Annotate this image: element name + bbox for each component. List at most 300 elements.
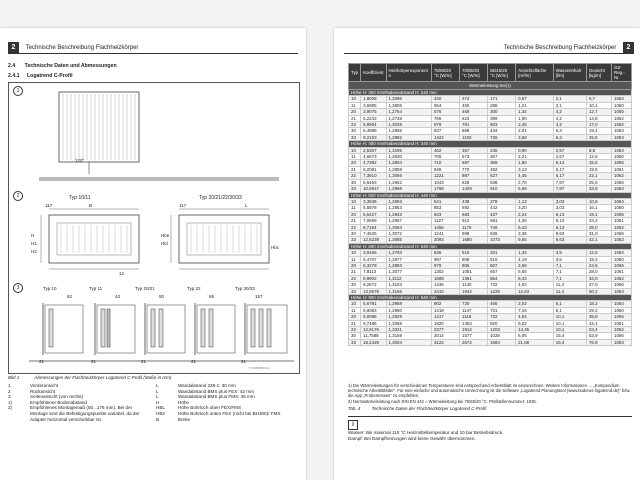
table-cell: 442 bbox=[488, 205, 516, 211]
table-cell: 5,4888 bbox=[361, 128, 386, 134]
table-cell: 1064 bbox=[612, 96, 632, 102]
figure-caption: Bild 1 Abmessungen der Flachheizkörper Logatrend C-Profil (Maße in mm) bbox=[8, 375, 172, 380]
type-label: Typ 10 bbox=[43, 286, 57, 291]
table-cell: 2,01 bbox=[516, 128, 554, 134]
table-cell: 6,43 bbox=[516, 224, 554, 230]
table-cell: 369 bbox=[488, 160, 516, 166]
table-cell: 492 bbox=[488, 166, 516, 172]
table-cell: 864 bbox=[488, 275, 516, 281]
table-cell: 1140 bbox=[460, 282, 488, 288]
table-row bbox=[349, 179, 632, 185]
type-label: Typ 20/21 bbox=[135, 286, 155, 291]
table-cell: 5,55 bbox=[516, 269, 554, 275]
table-cell: 1153 bbox=[460, 134, 488, 140]
table-cell: 35,9 bbox=[586, 314, 611, 320]
table-cell: 7,8113 bbox=[361, 269, 386, 275]
table-cell: 627 bbox=[488, 173, 516, 179]
table-cell: 18,2428 bbox=[361, 339, 386, 345]
table-cell: 1,2980 bbox=[386, 307, 431, 313]
table-cell: 9,22 bbox=[516, 320, 554, 326]
table-cell: 10,1 bbox=[553, 320, 586, 326]
table-cell: 1064 bbox=[612, 250, 632, 256]
table-cell: 21 bbox=[349, 320, 361, 326]
table-cell: 30 bbox=[349, 282, 361, 288]
table-cell: 21 bbox=[349, 166, 361, 172]
table-row bbox=[349, 250, 632, 256]
legend-right-column bbox=[156, 383, 298, 422]
table-cell: 10 bbox=[349, 147, 361, 153]
table-cell: 300 bbox=[488, 109, 516, 115]
table-cell: 1,3112 bbox=[386, 275, 431, 281]
table-cell: 5,1 bbox=[553, 307, 586, 313]
table-cell: 732 bbox=[488, 314, 516, 320]
table-row bbox=[349, 230, 632, 236]
type-label: Typ 22 bbox=[187, 286, 201, 291]
table-cell: 1422 bbox=[431, 134, 459, 140]
table-cell: 1063 bbox=[612, 288, 632, 294]
info-line: Dampf: Bei Dampfheizungen wird keine Gewähr übernommen. bbox=[348, 435, 476, 441]
table-cell: 1065 bbox=[612, 211, 632, 217]
table-cell: 438 bbox=[460, 198, 488, 204]
table-cell: 1176 bbox=[460, 224, 488, 230]
table-cell: 1065 bbox=[612, 160, 632, 166]
table-row bbox=[349, 128, 632, 134]
table-cell: 22,1 bbox=[586, 173, 611, 179]
table-cell: 1,2806 bbox=[386, 102, 431, 108]
table-group-header-row bbox=[349, 82, 632, 90]
type-label-20-33: Typ 20/21/22/30/33 bbox=[199, 195, 242, 201]
table-cell: 20 bbox=[349, 109, 361, 115]
table-cell: 636 bbox=[488, 230, 516, 236]
technical-data-table bbox=[348, 63, 632, 346]
table-header-row bbox=[349, 64, 632, 82]
group-title: Höhe H: 300 mm/Nabenabstand H: 240 mm bbox=[349, 90, 632, 96]
table-cell: 1064 bbox=[612, 147, 632, 153]
table-cell: 979 bbox=[431, 262, 459, 268]
legend-key: B bbox=[156, 416, 160, 422]
table-cell: 692 bbox=[460, 205, 488, 211]
table-cell: 1062 bbox=[612, 115, 632, 121]
table-cell: 12,9176 bbox=[361, 327, 386, 333]
table-cell: 1063 bbox=[612, 339, 632, 345]
table-cell: 1116 bbox=[460, 314, 488, 320]
table-cell: 30 bbox=[349, 179, 361, 185]
table-cell: 1,2883 bbox=[386, 262, 431, 268]
page-number: 2 bbox=[8, 42, 19, 53]
table-cell: 1062 bbox=[612, 122, 632, 128]
table-row bbox=[349, 160, 632, 166]
table-cell: 19,5 bbox=[586, 166, 611, 172]
table-row bbox=[349, 109, 632, 115]
table-cell: 28,0 bbox=[586, 224, 611, 230]
table-cell: 9,0086 bbox=[361, 314, 386, 320]
table-cell: 10 bbox=[349, 250, 361, 256]
table-cell: 1912 bbox=[460, 327, 488, 333]
table-cell: 1,34 bbox=[516, 250, 554, 256]
info-text bbox=[348, 430, 632, 441]
info-box bbox=[348, 416, 632, 441]
table-cell: 912 bbox=[460, 218, 488, 224]
table-row bbox=[349, 307, 632, 313]
figure-marker-2: 2 bbox=[13, 191, 23, 201]
dim-label: 21 bbox=[241, 359, 247, 364]
legend-key: 2) bbox=[8, 405, 13, 411]
table-cell: 576 bbox=[431, 109, 459, 115]
table-cell: 1,2962 bbox=[386, 179, 431, 185]
table-cell: 53,4 bbox=[586, 327, 611, 333]
col-header: Gewicht [kg/m] bbox=[586, 64, 611, 82]
right-page bbox=[334, 28, 640, 480]
table-cell: 3,68 bbox=[516, 134, 554, 140]
table-cell: 6,13 bbox=[553, 211, 586, 217]
table-cell: 1820 bbox=[431, 320, 459, 326]
legend-text: Breite bbox=[178, 416, 191, 422]
table-cell: 1073 bbox=[488, 237, 516, 243]
table-cell: 8,2672 bbox=[361, 282, 386, 288]
table-cell: 636 bbox=[431, 250, 459, 256]
dim-label: 21 bbox=[141, 359, 147, 364]
table-cell: 23,2 bbox=[586, 218, 611, 224]
dim-label: 62 bbox=[67, 294, 73, 299]
table-row bbox=[349, 224, 632, 230]
dim-label: 12 bbox=[119, 271, 125, 276]
table-cell: 1063 bbox=[612, 237, 632, 243]
group-title: Höhe H: 500 mm/Nabenabstand H: 440 mm bbox=[349, 192, 632, 198]
table-cell: 843 bbox=[431, 211, 459, 217]
table-row bbox=[349, 115, 632, 121]
table-cell: 31,0 bbox=[586, 230, 611, 236]
table-cell: 1942 bbox=[460, 288, 488, 294]
table-row bbox=[349, 320, 632, 326]
legend-text: Empfohlener Bodenabstand bbox=[30, 399, 87, 405]
table-cell: 1043 bbox=[431, 179, 459, 185]
table-cell: 1456 bbox=[431, 224, 459, 230]
table-cell: 6,5463 bbox=[361, 179, 386, 185]
table-cell: 1061 bbox=[612, 218, 632, 224]
table-row bbox=[349, 102, 632, 108]
table-cell: 1,2882 bbox=[386, 134, 431, 140]
table-cell: 1060 bbox=[612, 307, 632, 313]
table-cell: 6,2081 bbox=[361, 166, 386, 172]
table-cell: 12,5239 bbox=[361, 237, 386, 243]
table-cell: 541 bbox=[431, 198, 459, 204]
left-page bbox=[0, 28, 306, 480]
header-title: Technische Beschreibung Flachheizkörper bbox=[503, 45, 617, 51]
table-cell: 554 bbox=[431, 102, 459, 108]
table-cell: 1063 bbox=[612, 186, 632, 192]
table-row bbox=[349, 333, 632, 339]
dim-label: 21 bbox=[91, 359, 97, 364]
legend-key: L bbox=[156, 388, 159, 394]
table-cell: 8,42 bbox=[516, 275, 554, 281]
table-cell: 11 bbox=[349, 307, 361, 313]
subsection-heading: 2.4.1 Logatrend C-Profil bbox=[8, 73, 73, 79]
table-cell: 7,1 bbox=[553, 269, 586, 275]
table-cell: 10 bbox=[349, 96, 361, 102]
table-cell: 9,65 bbox=[516, 237, 554, 243]
table-cell: 1,2968 bbox=[386, 186, 431, 192]
table-cell: 1062 bbox=[612, 224, 632, 230]
info-icon: i bbox=[348, 420, 358, 430]
table-cell: 1453 bbox=[460, 320, 488, 326]
legend-key: H bbox=[156, 399, 160, 405]
table-cell: 33 bbox=[349, 288, 361, 294]
table-cell: 1,3077 bbox=[386, 269, 431, 275]
table-cell: 736 bbox=[488, 134, 516, 140]
legend-text: Seitenansicht (von rechts) bbox=[30, 394, 84, 400]
table-cell: 10,8 bbox=[586, 198, 611, 204]
table-cell: 367 bbox=[488, 154, 516, 160]
table-cell: 19,1 bbox=[586, 211, 611, 217]
legend-key: HB2 bbox=[156, 410, 165, 416]
table-cell: 1127 bbox=[431, 218, 459, 224]
table-cell: 7,87 bbox=[553, 186, 586, 192]
col-header: 70/55/20 °C [W/m] bbox=[460, 64, 488, 82]
table-cell: 1,3159 bbox=[386, 333, 431, 339]
table-cell: 9,7486 bbox=[361, 320, 386, 326]
table-cell: 53,9 bbox=[586, 333, 611, 339]
table-cell: 730 bbox=[460, 301, 488, 307]
table-cell: 3,13 bbox=[516, 166, 554, 172]
table-cell: 1,90 bbox=[516, 115, 554, 121]
legend-text: Wandabstand BMS plus FEX: 43 mm bbox=[178, 388, 254, 394]
table-cell: 507 bbox=[488, 262, 516, 268]
dim-label: 65 bbox=[209, 294, 215, 299]
table-cell: 1,3195 bbox=[386, 147, 431, 153]
dim-label: Hbc bbox=[271, 245, 280, 250]
table-cell: 5,6781 bbox=[361, 301, 386, 307]
table-cell: 33 bbox=[349, 186, 361, 192]
table-cell: 7,4625 bbox=[361, 230, 386, 236]
table-cell: 1065 bbox=[612, 262, 632, 268]
table-cell: 367 bbox=[460, 147, 488, 153]
legend-key: 1 bbox=[8, 383, 11, 388]
col-header: Koeffizient bbox=[361, 64, 386, 82]
table-cell: 1,2877 bbox=[386, 256, 431, 262]
table-cell: 1063 bbox=[612, 128, 632, 134]
table-cell: 1,2748 bbox=[386, 115, 431, 121]
type-label: Typ 30/33 bbox=[235, 286, 255, 291]
note-item: 2) Normwärmeleistung nach DIN EN 442 = Wärmeleistung bei 75/65/20 °C. Prüfstellennummer: 1035. bbox=[348, 398, 537, 404]
table-cell: 11 bbox=[349, 154, 361, 160]
table-cell: 3,3536 bbox=[361, 198, 386, 204]
table-cell: 4,7382 bbox=[361, 160, 386, 166]
table-cell: 1418 bbox=[431, 307, 459, 313]
table-cell: 1063 bbox=[612, 134, 632, 140]
table-cell: 4,2 bbox=[553, 122, 586, 128]
table-cell: 21,68 bbox=[516, 339, 554, 345]
table-cell: 853 bbox=[431, 205, 459, 211]
table-cell: 8,8083 bbox=[361, 307, 386, 313]
table-row bbox=[349, 275, 632, 281]
table-cell: 6,3 bbox=[553, 134, 586, 140]
table-cell: 25,5 bbox=[586, 134, 611, 140]
table-cell: 3,6985 bbox=[361, 102, 386, 108]
table-cell: 20 bbox=[349, 160, 361, 166]
table-cell: 1,2930 bbox=[386, 154, 431, 160]
legend-text: Höhe bbox=[178, 399, 189, 405]
table-cell: 1028 bbox=[488, 333, 516, 339]
table-cell: 2014 bbox=[431, 333, 459, 339]
table-cell: 33,9 bbox=[586, 186, 611, 192]
table-cell: 4,45 bbox=[516, 173, 554, 179]
table-cell: 11,4 bbox=[553, 282, 586, 288]
table-cell: 3,03 bbox=[553, 198, 586, 204]
table-cell: 5,9904 bbox=[361, 122, 386, 128]
table-cell: 710 bbox=[431, 160, 459, 166]
table-cell: 1,2853 bbox=[386, 205, 431, 211]
legend-item bbox=[8, 405, 148, 422]
table-row bbox=[349, 237, 632, 243]
table-cell: 1768 bbox=[431, 186, 459, 192]
table-cell: 1,3183 bbox=[386, 282, 431, 288]
dim-label: H1 bbox=[31, 241, 37, 246]
col-header: 55/45/20 °C [W/m] bbox=[488, 64, 516, 82]
table-cell: 2,70 bbox=[516, 179, 554, 185]
table-notes bbox=[348, 383, 632, 404]
page-number: 2 bbox=[623, 42, 634, 53]
table-cell: 22 bbox=[349, 173, 361, 179]
figure-marker-1: 1 bbox=[13, 86, 23, 96]
table-cell: 10 bbox=[349, 198, 361, 204]
legend-key: L bbox=[156, 394, 159, 400]
table-cell: 28,0 bbox=[586, 269, 611, 275]
table-row bbox=[349, 166, 632, 172]
table-cell: 1066 bbox=[612, 333, 632, 339]
table-cell: 732 bbox=[488, 282, 516, 288]
col-header: Typ bbox=[349, 64, 361, 82]
table-cell: 22 bbox=[349, 122, 361, 128]
table-row bbox=[349, 256, 632, 262]
table-cell: 14,45 bbox=[516, 327, 554, 333]
table-cell: 9,63 bbox=[553, 230, 586, 236]
table-cell: 3,5 bbox=[553, 250, 586, 256]
table-cell: 3,5 bbox=[553, 256, 586, 262]
legend-key: HBL bbox=[156, 405, 165, 411]
table-cell: 8,7164 bbox=[361, 224, 386, 230]
table-cell: 1,3166 bbox=[386, 288, 431, 294]
table-cell: 1,34 bbox=[516, 109, 554, 115]
table-cell: 19,2 bbox=[586, 256, 611, 262]
table-cell: 1,3072 bbox=[386, 230, 431, 236]
table-cell: 1061 bbox=[612, 320, 632, 326]
dimension-figure bbox=[8, 82, 300, 374]
table-cell: 6,7 bbox=[586, 96, 611, 102]
table-cell: 4,2 bbox=[553, 109, 586, 115]
table-cell: 1,2967 bbox=[386, 218, 431, 224]
table-cell: 1060 bbox=[612, 256, 632, 262]
table-cell: 21 bbox=[349, 115, 361, 121]
table-cell: 10,9917 bbox=[361, 186, 386, 192]
table-cell: 6,3278 bbox=[361, 262, 386, 268]
angle-label: 120° bbox=[75, 158, 85, 163]
dim-label: 117 bbox=[179, 203, 187, 208]
table-row bbox=[349, 327, 632, 333]
table-cell: 1241 bbox=[431, 230, 459, 236]
table-cell: 20 bbox=[349, 211, 361, 217]
table-cell: 18,2 bbox=[586, 301, 611, 307]
table-cell: 1,2855 bbox=[386, 128, 431, 134]
table-cell: 1065 bbox=[612, 314, 632, 320]
table-cell: 1060 bbox=[612, 205, 632, 211]
table-cell: 2093 bbox=[431, 237, 459, 243]
table-cell: 9,9902 bbox=[361, 275, 386, 281]
table-cell: 5,1 bbox=[553, 301, 586, 307]
table-cell: 5,2243 bbox=[361, 115, 386, 121]
table-cell: 33 bbox=[349, 134, 361, 140]
table-cell: 668 bbox=[460, 128, 488, 134]
table-cell: 1060 bbox=[612, 102, 632, 108]
table-cell: 1062 bbox=[612, 327, 632, 333]
group-title: Höhe H: 900 mm/Nabenabstand H: 840 mm bbox=[349, 295, 632, 301]
table-cell: 11,7588 bbox=[361, 333, 386, 339]
legend-text: Höhe Bohrloch unten FEX (nicht bei BH300)/ FMS bbox=[178, 410, 281, 416]
table-cell: 278 bbox=[488, 198, 516, 204]
table-cell: 1361 bbox=[460, 275, 488, 281]
dim-label: B bbox=[89, 203, 93, 208]
dim-label: 117 bbox=[45, 203, 53, 208]
table-cell: 1,3064 bbox=[386, 224, 431, 230]
table-cell: 1066 bbox=[612, 230, 632, 236]
table-cell: 30 bbox=[349, 128, 361, 134]
table-cell: 33 bbox=[349, 237, 361, 243]
table-cell: 2,68 bbox=[516, 262, 554, 268]
table-cell: 15,4 bbox=[553, 339, 586, 345]
figure-code: 6720806609-01 bbox=[249, 366, 271, 370]
table-cell: 1,3321 bbox=[386, 327, 431, 333]
type-label: Typ 11 bbox=[89, 286, 103, 291]
table-cell: 791 bbox=[460, 122, 488, 128]
table-cell: 1,2929 bbox=[386, 314, 431, 320]
table-row bbox=[349, 301, 632, 307]
table-cell: 9,2103 bbox=[361, 134, 386, 140]
table-cell: 998 bbox=[460, 230, 488, 236]
table-cell: 14,8 bbox=[586, 115, 611, 121]
header-title: Technische Beschreibung Flachheizkörper bbox=[25, 45, 139, 51]
table-cell: 288 bbox=[488, 102, 516, 108]
table-cell: 340 bbox=[431, 96, 459, 102]
table-cell: 6,13 bbox=[553, 224, 586, 230]
table-cell: 8,8 bbox=[586, 147, 611, 153]
table-cell: 11 bbox=[349, 205, 361, 211]
table-cell: 516 bbox=[460, 250, 488, 256]
dim-label: H bbox=[31, 233, 35, 238]
legend-key: 2 bbox=[8, 388, 11, 394]
table-cell: 623 bbox=[460, 115, 488, 121]
table-cell: 731 bbox=[488, 307, 516, 313]
table-row bbox=[349, 122, 632, 128]
table-cell: 765 bbox=[431, 115, 459, 121]
legend-text: Höhe Bohrloch oben FEX/FMS bbox=[178, 405, 242, 411]
table-cell: 5,5427 bbox=[361, 211, 386, 217]
group-title: Höhe H: 600 mm/Nabenabstand H: 540 mm bbox=[349, 243, 632, 249]
table-cell: 1,3028 bbox=[386, 122, 431, 128]
table-cell: 30 bbox=[349, 333, 361, 339]
table-cell: 2410 bbox=[431, 288, 459, 294]
legend-left-column bbox=[8, 383, 148, 422]
table-cell: 1,2793 bbox=[386, 250, 431, 256]
dim-label: 21 bbox=[191, 359, 197, 364]
table-cell: 516 bbox=[488, 256, 516, 262]
legend-text: Empfohlenes Montagemaß (50...175 mm). Bei der Montage sind die Befestigungspunkte variabel, da der Adapter horizontal verschiebbar ist. bbox=[30, 405, 140, 422]
col-header: Wasserinhalt [l/m] bbox=[553, 64, 586, 82]
table-cell: 2,24 bbox=[516, 211, 554, 217]
table-caption: Tab. 4 Technische Daten der Flachheizkörper Logatrend C-Profil bbox=[348, 406, 487, 411]
legend-text: Wandabstand 338-1: 30 mm bbox=[178, 383, 236, 388]
table-cell: 7,1 bbox=[553, 275, 586, 281]
table-cell: 1061 bbox=[612, 166, 632, 172]
table-cell: 0,90 bbox=[516, 147, 554, 153]
